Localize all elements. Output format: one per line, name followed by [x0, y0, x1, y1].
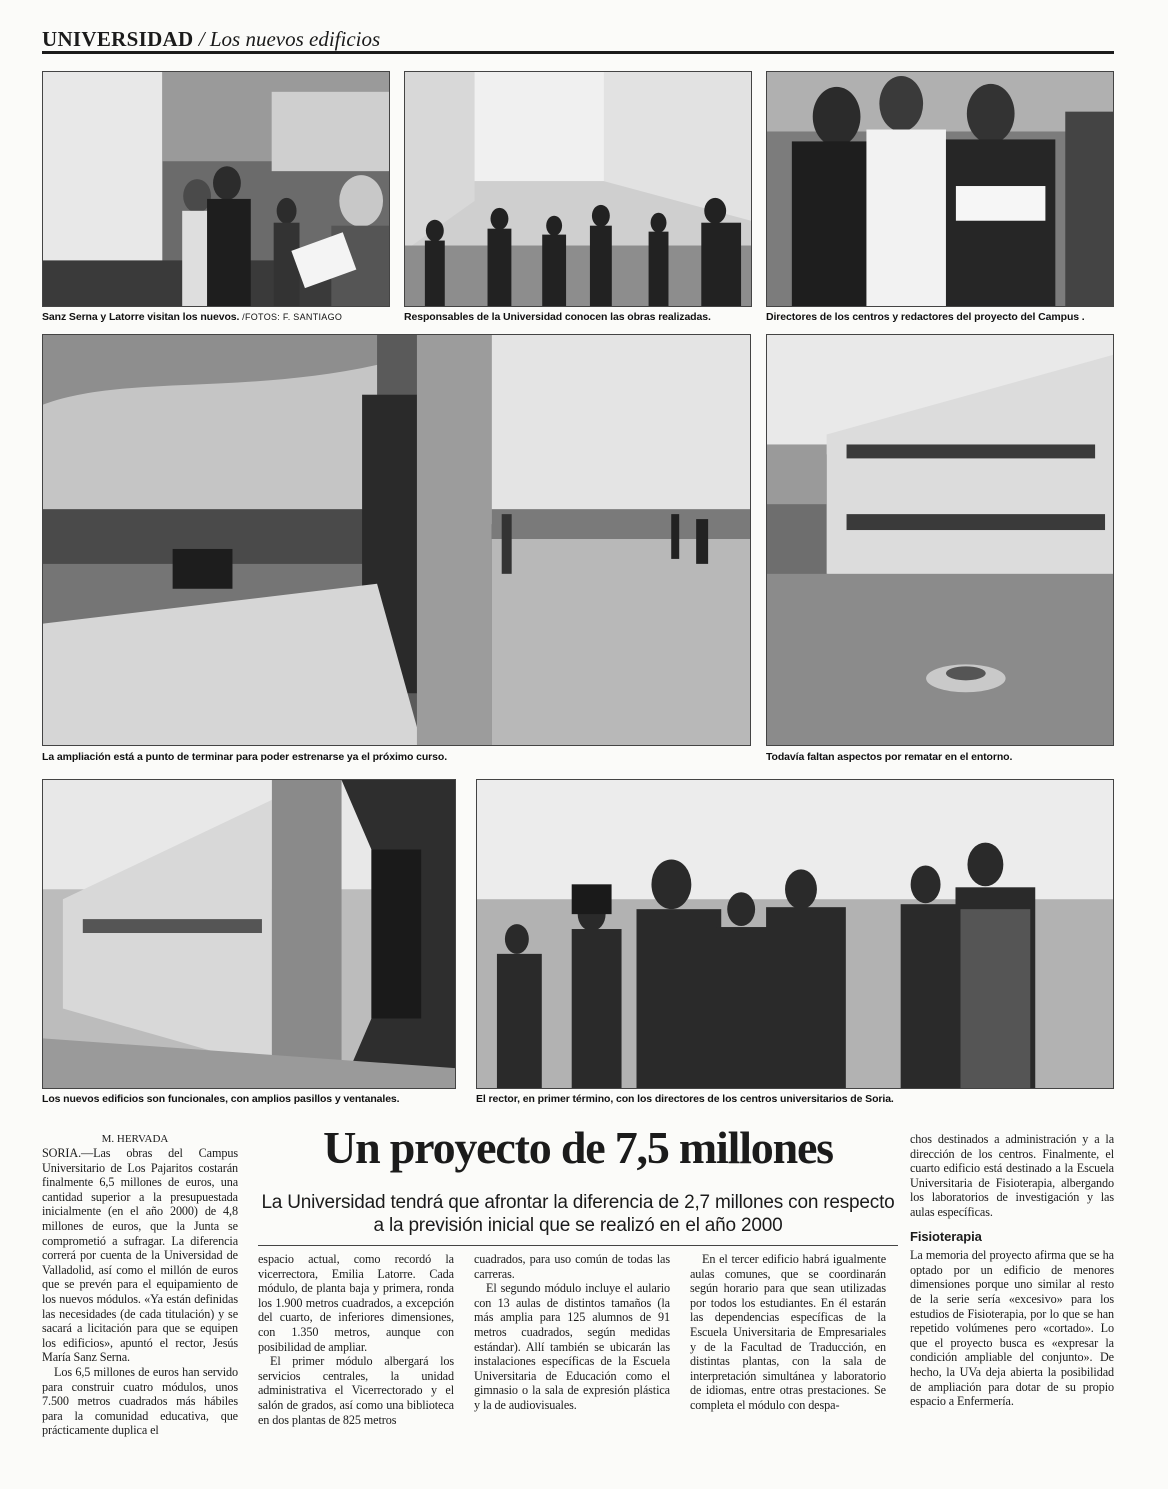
- caption-3-text: Directores de los centros y redactores del proyecto del Campus .: [766, 311, 1085, 323]
- col3-paragraph-2: El segundo módulo incluye el aulario con 13 aulas de distintos tamaños (la más amplia para 125 alumnos de 91 metros cuadrados, según medidas estándar). Allí también se ubicarán las instalaciones específicas de la Escuela Universitaria de Educación como el gimnasio o la sala de expresión plástica y la de audiovisuales.: [474, 1281, 670, 1412]
- caption-photo-3: [766, 311, 1085, 324]
- photo-rector-group: [476, 779, 1114, 1089]
- section-separator: /: [198, 27, 205, 51]
- article-column-4: [690, 1252, 886, 1413]
- caption-1-text: Sanz Serna y Latorre visitan los nuevos.: [42, 311, 240, 323]
- photo-site-visit: [404, 71, 752, 307]
- photo-directors: [766, 71, 1114, 307]
- section-header: [42, 26, 380, 52]
- caption-6-text: Los nuevos edificios son funcionales, con amplios pasillos y ventanales.: [42, 1093, 400, 1105]
- col2-paragraph-1: espacio actual, como recordó la vicerrectora, Emilia Latorre. Cada módulo, de planta baja y primera, ronda los 1.900 metros cuadrados, a excepción del cuarto, de inferiores dimensiones, con 1.350 metros, aunque con posibilidad de ampliar.: [258, 1252, 454, 1354]
- caption-photo-1: [42, 311, 342, 324]
- caption-photo-2: [404, 311, 711, 324]
- col1-paragraph-1: SORIA.—Las obras del Campus Universitario de Los Pajaritos costarán finalmente 6,5 millones de euros, una cantidad superior a la presupuestada inicialmente (en el año 2000) de 4,8 millones de euros, que la Junta se comprometió a sufragar. La diferencia correrá por cuenta de la Universidad de Valladolid, así como el millón de euros que se prevén para el equipamiento de los nuevos módulos. «Ya están definidas las necesidades (de cada titulación) y se sacará a licitación para que se equipen los edificios», apuntó el rector, Jesús María Sanz Serna.: [42, 1146, 238, 1365]
- article-column-5: [910, 1132, 1114, 1409]
- headline-rule: [258, 1245, 898, 1246]
- article-column-1: [42, 1146, 238, 1438]
- photo-corridor: [42, 779, 456, 1089]
- col2-paragraph-2: El primer módulo albergará los servicios centrales, la unidad administrativa el Vicerrectorado y el salón de grados, así como una biblioteca en dos plantas de 825 metros: [258, 1354, 454, 1427]
- caption-photo-6: [42, 1093, 400, 1106]
- headline: Un proyecto de 7,5 millones: [323, 1122, 833, 1173]
- col4-paragraph-1: En el tercer edificio habrá igualmente aulas comunes, que se coordinarán según horario para que sean utilizadas por todos los estudiantes. En él estarán las dependencias específicas de la Escuela Universitaria de Empresariales y de la Facultad de Traducción, en distintas plantas, con la sala de interpretación simultánea y laboratorio de idiomas, entre otras prestaciones. Se completa el módulo con despa-: [690, 1252, 886, 1412]
- caption-2-text: Responsables de la Universidad conocen las obras realizadas.: [404, 311, 711, 323]
- caption-photo-7: [476, 1093, 894, 1106]
- col5-paragraph-1: chos destinados a administración y a la dirección de los centros. Finalmente, el cuarto edificio está destinado a la Escuela Universitaria de Fisioterapia, albergando los laboratorios de investigación y las aulas específicas.: [910, 1132, 1114, 1219]
- col1-paragraph-2: Los 6,5 millones de euros han servido para construir cuatro módulos, unos 7.500 metros cuadrados más hábiles para la comunidad educativa, que prácticamente duplica el: [42, 1364, 238, 1438]
- caption-photo-4: [42, 751, 447, 764]
- section-title: UNIVERSIDAD: [42, 27, 194, 51]
- caption-5-text: Todavía faltan aspectos por rematar en el entorno.: [766, 751, 1013, 763]
- photo-credit: /FOTOS: F. SANTIAGO: [242, 312, 343, 322]
- byline: M. HERVADA: [101, 1133, 169, 1145]
- article-column-2: [258, 1252, 454, 1427]
- subhead-fisioterapia: Fisioterapia: [910, 1228, 982, 1244]
- photo-building-exterior: [766, 334, 1114, 746]
- article-column-3: [474, 1252, 670, 1413]
- photo-window-interior: [42, 334, 751, 746]
- caption-7-text: El rector, en primer término, con los directores de los centros universitarios de Soria.: [476, 1093, 894, 1105]
- caption-4-text: La ampliación está a punto de terminar para poder estrenarse ya el próximo curso.: [42, 751, 448, 763]
- section-subtitle: Los nuevos edificios: [209, 27, 381, 51]
- col3-paragraph-1: cuadrados, para uso común de todas las carreras.: [474, 1252, 670, 1281]
- col5-paragraph-2: La memoria del proyecto afirma que se ha optado por un edificio de menores dimensiones porque uno similar al resto de la serie sería «excesivo» para los estudios de Fisioterapia, por lo que se han repetido volúmenes pero «cortado». Lo que el proyecto busca es «expresar la condición ampliable del conjunto». De hecho, la UVa deja abierta la posibilidad de ampliación para dotar de su propio espacio a Enfermería.: [910, 1248, 1114, 1409]
- header-rule: [42, 51, 1114, 54]
- caption-photo-5: [766, 751, 1012, 764]
- photo-visit-hallway: [42, 71, 390, 307]
- deck: La Universidad tendrá que afrontar la diferencia de 2,7 millones con respecto a la previsión inicial que se realizó en el año 2000: [261, 1192, 895, 1236]
